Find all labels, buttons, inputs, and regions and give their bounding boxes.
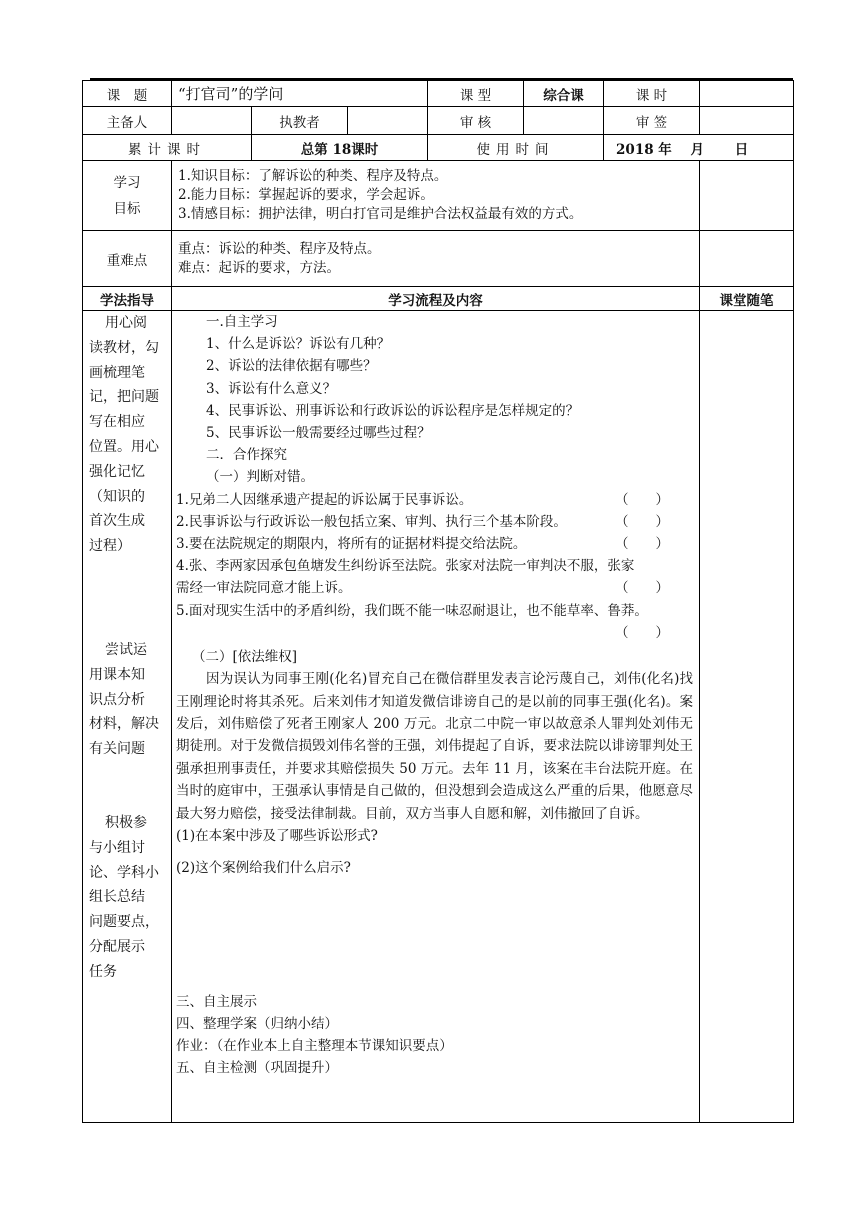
method-line: 尝试运 — [105, 641, 147, 658]
hours-value — [700, 81, 794, 107]
judge-text: 3.要在法院规定的期限内，将所有的证据材料提交给法院。 — [176, 536, 527, 553]
subsection-rights-title: （二）[依法维权] — [192, 649, 298, 666]
usage-day: 日 — [734, 141, 749, 158]
process-content — [172, 311, 700, 1123]
keypoints-label: 重难点 — [83, 231, 172, 287]
method-spacer — [89, 559, 167, 638]
type-label: 课 型 — [428, 81, 524, 107]
method-line: 读教材，勾 — [89, 339, 159, 356]
cumulative-label: 累计课时 — [83, 135, 252, 161]
method-line: 强化记忆 — [89, 463, 145, 480]
question-item: 5、民事诉讼一般需要经过哪些过程？ — [206, 425, 431, 442]
answer-parens: （ ） — [615, 491, 670, 508]
goals-content — [172, 161, 700, 231]
usage-month: 月 — [690, 141, 705, 158]
judge-item — [176, 489, 693, 511]
method-line: 识点分析 — [89, 691, 145, 708]
judge-item — [176, 533, 693, 555]
lesson-plan-table — [82, 80, 794, 1123]
method-line: 论、学科小 — [89, 864, 159, 881]
method-line: 画梳理笔 — [89, 364, 145, 381]
sign-label: 审 签 — [604, 107, 700, 135]
section-self-study-title: 一.自主学习 — [206, 314, 278, 330]
method-spacer — [89, 762, 167, 811]
row-topic — [83, 81, 794, 107]
method-line: 用课本知 — [89, 666, 145, 683]
answer-parens: （ ） — [615, 513, 670, 530]
review-value — [524, 107, 604, 135]
notes-column — [700, 311, 794, 1123]
row-hours — [83, 135, 794, 161]
judge-text: 4.张、李两家因承包鱼塘发生纠纷诉至法院。张家对法院一审判决不服，张家 — [176, 558, 635, 575]
lesson-plan-sheet — [82, 80, 793, 1123]
section-display-title: 三、自主展示 — [176, 993, 257, 1010]
judge-text: 1.兄弟二人因继承遗产提起的诉讼属于民事诉讼。 — [176, 491, 473, 508]
answer-space — [176, 880, 693, 991]
keypoint-item: 难点：起诉的要求，方法。 — [178, 259, 340, 276]
column-header-notes: 课堂随笔 — [700, 287, 794, 311]
answer-parens: （ ） — [615, 536, 670, 553]
row-keypoints — [83, 231, 794, 287]
goals-label — [83, 161, 172, 231]
teacher-label: 执教者 — [252, 107, 348, 135]
method-line: 过程） — [89, 538, 131, 555]
case-question: (2)这个案例给我们什么启示? — [176, 860, 351, 877]
section-selftest-title: 五、自主检测（巩固提升） — [176, 1060, 338, 1077]
goal-item: 2.能力目标：掌握起诉的要求，学会起诉。 — [178, 187, 434, 203]
judge-item — [176, 511, 693, 533]
answer-parens: （ ） — [615, 624, 670, 641]
usage-date — [604, 135, 794, 161]
method-line: 与小组讨 — [89, 839, 145, 856]
keypoint-item: 重点：诉讼的种类、程序及特点。 — [178, 240, 381, 257]
goals-notes — [700, 161, 794, 231]
usage-label: 使用时间 — [428, 135, 604, 161]
method-line: 材料，解决 — [89, 716, 159, 733]
question-item: 1、什么是诉讼？诉讼有几种？ — [206, 336, 391, 353]
method-line: （知识的 — [89, 488, 145, 505]
answer-parens: （ ） — [615, 580, 670, 597]
method-line: 分配展示 — [89, 938, 145, 955]
homework-text: 作业：（在作业本上自主整理本节课知识要点） — [176, 1037, 453, 1054]
row-goals — [83, 161, 794, 231]
keypoints-content — [172, 231, 700, 287]
method-line: 记，把问题 — [89, 389, 159, 406]
subsection-judge-title: （一）判断对错。 — [206, 469, 314, 486]
column-header-process: 学习流程及内容 — [172, 287, 700, 311]
goal-item: 1.知识目标：了解诉讼的种类、程序及特点。 — [178, 168, 448, 184]
question-item: 3、诉讼有什么意义？ — [206, 380, 337, 397]
section-summary-title: 四、整理学案（归纳小结） — [176, 1015, 338, 1032]
judge-item — [176, 577, 693, 599]
preparer-label: 主备人 — [83, 107, 172, 135]
row-column-headers — [83, 287, 794, 311]
method-guide — [83, 311, 172, 1123]
judge-text: 2.民事诉讼与行政诉讼一般包括立案、审判、执行三个基本阶段。 — [176, 513, 567, 530]
question-item: 4、民事诉讼、刑事诉讼和行政诉讼的诉讼程序是怎样规定的？ — [206, 402, 580, 419]
case-text: 因为误认为同事王刚(化名)冒充自己在微信群里发表言论污蔑自己，刘伟(化名)找王刚理论时将其杀死。后来刘伟才知道发微信诽谤自己的是以前的同事王强(化名)。案发后，刘伟赔偿了死者王刚家人 200 万元。北京二中院一审以故意杀人罪判处刘伟无期徒刑。对于发微信损毁刘伟名誉的王强，刘伟提起了自诉，要求法院以诽谤罪判处王强承担刑事责任，并要求其赔偿损失 50 万元。去年 11 月，该案在丰台法院开庭。在当时的庭审中，王强承认事情是自己做的，但没想到会造成这么严重的后果，他愿意尽最大努力赔偿，接受法律制裁。目前，双方当事人自愿和解，刘伟撤回了自诉。 — [176, 671, 694, 822]
answer-space — [176, 847, 693, 857]
method-line: 问题要点， — [89, 914, 159, 931]
judge-text: 需经一审法院同意才能上诉。 — [176, 580, 352, 597]
sign-value — [700, 107, 794, 135]
method-line: 首次生成 — [89, 513, 145, 530]
case-question: (1)在本案中涉及了哪些诉讼形式? — [176, 828, 378, 845]
goals-label-line2: 目标 — [113, 200, 141, 217]
judge-text: 5.面对现实生活中的矛盾纠纷，我们既不能一味忍耐退让，也不能草率、鲁莽。 — [176, 602, 648, 619]
topic-label: 课 题 — [83, 81, 172, 107]
goals-label-line1: 学习 — [113, 174, 141, 191]
topic-value: “打官司”的学问 — [172, 81, 428, 107]
hours-label: 课 时 — [604, 81, 700, 107]
method-line: 位置。用心 — [89, 438, 159, 455]
keypoints-notes — [700, 231, 794, 287]
question-item: 2、诉讼的法律依据有哪些？ — [206, 358, 377, 375]
review-label: 审 核 — [428, 107, 524, 135]
method-line: 写在相应 — [89, 414, 145, 431]
row-staff — [83, 107, 794, 135]
goal-item: 3.情感目标：拥护法律，明白打官司是维护合法权益最有效的方式。 — [178, 206, 583, 222]
row-main — [83, 311, 794, 1123]
method-line: 任务 — [89, 963, 117, 980]
usage-year: 2018 年 — [616, 141, 672, 158]
method-line: 组长总结 — [89, 889, 145, 906]
type-value: 综合课 — [524, 81, 604, 107]
method-line: 积极参 — [105, 814, 147, 831]
method-line: 用心阅 — [105, 315, 147, 331]
column-header-method: 学法指导 — [83, 287, 172, 311]
teacher-value — [348, 107, 428, 135]
method-line: 有关问题 — [89, 741, 145, 758]
cumulative-value: 总第 18课时 — [252, 135, 428, 161]
section-cooperation-title: 二．合作探究 — [206, 447, 287, 464]
preparer-value — [172, 107, 252, 135]
